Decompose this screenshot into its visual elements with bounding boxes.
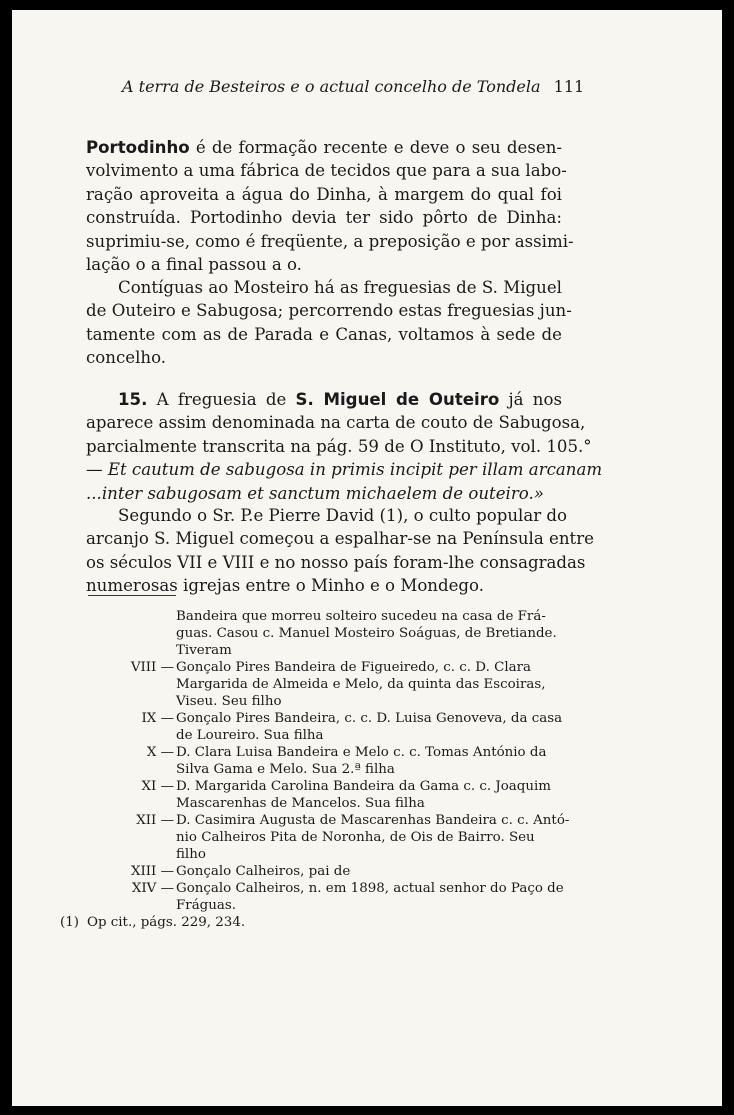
paragraph-portodinho: Portodinho é de formação recente e deve o seu desen- volvimento a uma fábrica de tecidos que para a sua labo- ração aproveita a água do Dinha, à margem do qual foi construída. Portodinho devia ter sido pôrto de Dinha: suprimiu-se, como é freqüente, a preposição e por assimi- lação o a final passou a o. — [86, 138, 574, 275]
page-number: 111 — [553, 77, 585, 96]
footnote-entry: XI — D. Margarida Carolina Bandeira da Gama c. c. Joaquim Mascarenhas de Mancelos. Sua filha — [141, 779, 551, 811]
section-number: 15. — [118, 390, 148, 409]
term-portodinho: Portodinho — [86, 138, 190, 157]
header-title: A terra de Besteiros e o actual concelho de Tondela — [122, 77, 541, 96]
footnote-genealogy — [60, 608, 570, 931]
footnote-entry: XII — D. Casimira Augusta de Mascarenhas Bandeira c. c. Antó- nio Calheiros Pita de Noronha, de Ois de Bairro. Seu filho — [136, 813, 570, 862]
footnote-entry: VIII — Gonçalo Pires Bandeira de Figueiredo, c. c. D. Clara Margarida de Almeida e Melo, da quinta das Escoiras, Viseu. Seu filho — [130, 660, 546, 709]
book-page — [12, 10, 722, 1106]
footnote-entry: XIII — Gonçalo Calheiros, pai de — [130, 864, 351, 879]
footnote-entry: XIV — Gonçalo Calheiros, n. em 1898, actual senhor do Paço de Fráguas. — [131, 881, 564, 913]
running-header — [122, 77, 585, 96]
parish-name: S. Miguel de Outeiro — [295, 390, 500, 409]
footnote-citation: (1) Op cit., págs. 229, 234. — [60, 915, 246, 930]
paragraph-contiguas: Contíguas ao Mosteiro há as freguesias de S. Miguel de Outeiro e Sabugosa; percorrendo estas freguesias jun- tamente com as de Parada e Canas, voltamos à sede de concelho. — [86, 278, 572, 368]
footnote-entry: Bandeira que morreu solteiro sucedeu na casa de Frá- guas. Casou c. Manuel Mosteiro Soáguas, de Bretiande. Tiveram — [176, 609, 557, 658]
paragraph-section-15: 15. A freguesia de S. Miguel de Outeiro já nos aparece assim denominada na carta de couto de Sabugosa, parcialmente transcrita na pág. 59 de O Instituto, vol. 105.° — Et cautum de sabugosa in primis incipit per illam arcanam ...inter sabugosam et sanctum michaelem de outeiro.» — [86, 390, 603, 503]
footnote-entry: X — D. Clara Luisa Bandeira e Melo c. c. Tomas António da Silva Gama e Melo. Sua 2.ª filha — [146, 745, 547, 777]
paragraph-pierre-david: Segundo o Sr. P.e Pierre David (1), o culto popular do arcanjo S. Miguel começou a espalhar-se na Península entre os séculos VII e VIII e no nosso país foram-lhe consagradas numerosas igrejas entre o Minho e o Mondego. — [86, 506, 594, 596]
footnote-entry: IX — Gonçalo Pires Bandeira, c. c. D. Luisa Genoveva, da casa de Loureiro. Sua filha — [141, 711, 563, 743]
footnote-separator — [88, 595, 176, 596]
